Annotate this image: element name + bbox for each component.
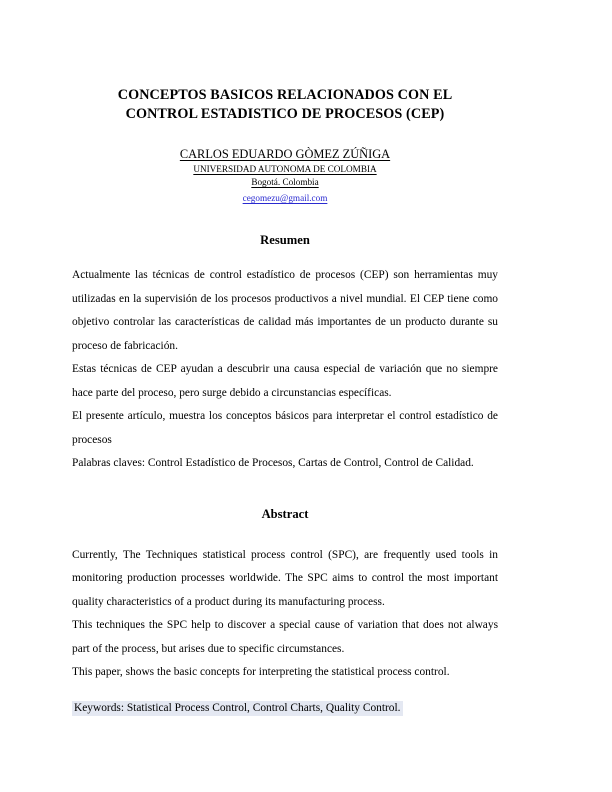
resumen-paragraph-3: El presente artículo, muestra los conceptos básicos para interpretar el control estadístico de procesos (72, 410, 498, 446)
resumen-keywords: Palabras claves: Control Estadístico de Procesos, Cartas de Control, Control de Calidad. (72, 457, 474, 469)
author-block (72, 147, 498, 206)
abstract-keywords (72, 697, 498, 721)
page-content (72, 0, 498, 720)
page-title-line-1: CONCEPTOS BASICOS RELACIONADOS CON EL (117, 87, 453, 103)
section-heading-abstract: Abstract (261, 506, 309, 521)
abstract-paragraph-1: Currently, The Techniques statistical process control (SPC), are frequently used tools in monitoring production processes worldwide. The SPC aims to control the most important quality characteristics of a product during its manufacturing process. (72, 548, 498, 608)
resumen-paragraph-2: Estas técnicas de CEP ayudan a descubrir una causa especial de variación que no siempre hace parte del proceso, pero surge debido a circunstancias específicas. (72, 363, 498, 399)
abstract-keywords-text: Keywords: Statistical Process Control, Control Charts, Quality Control. (74, 701, 401, 714)
abstract-paragraph-3: This paper, shows the basic concepts for interpreting the statistical process control. (72, 666, 450, 678)
resumen-paragraph-1: Actualmente las técnicas de control estadístico de procesos (CEP) son herramientas muy utilizadas en la supervisión de los procesos productivos a nivel mundial. El CEP tiene como objetivo controlar las características de calidad más importantes de un producto durante su proceso de fabricación. (72, 269, 498, 352)
section-heading-resumen: Resumen (260, 233, 310, 247)
page-title-line-2: CONTROL ESTADISTICO DE PROCESOS (CEP) (125, 105, 445, 122)
author-location: Bogotá. Colombia (251, 177, 319, 187)
author-affiliation: UNIVERSIDAD AUTONOMA DE COLOMBIA (193, 164, 377, 174)
abstract-paragraph-2: This techniques the SPC help to discover a special cause of variation that does not always part of the process, but arises due to specific circumstances. (72, 619, 498, 655)
author-name: CARLOS EDUARDO GÒMEZ ZÚÑIGA (179, 147, 391, 161)
page-title (72, 0, 498, 123)
author-email-link[interactable]: cegomezu@gmail.com (242, 193, 328, 203)
